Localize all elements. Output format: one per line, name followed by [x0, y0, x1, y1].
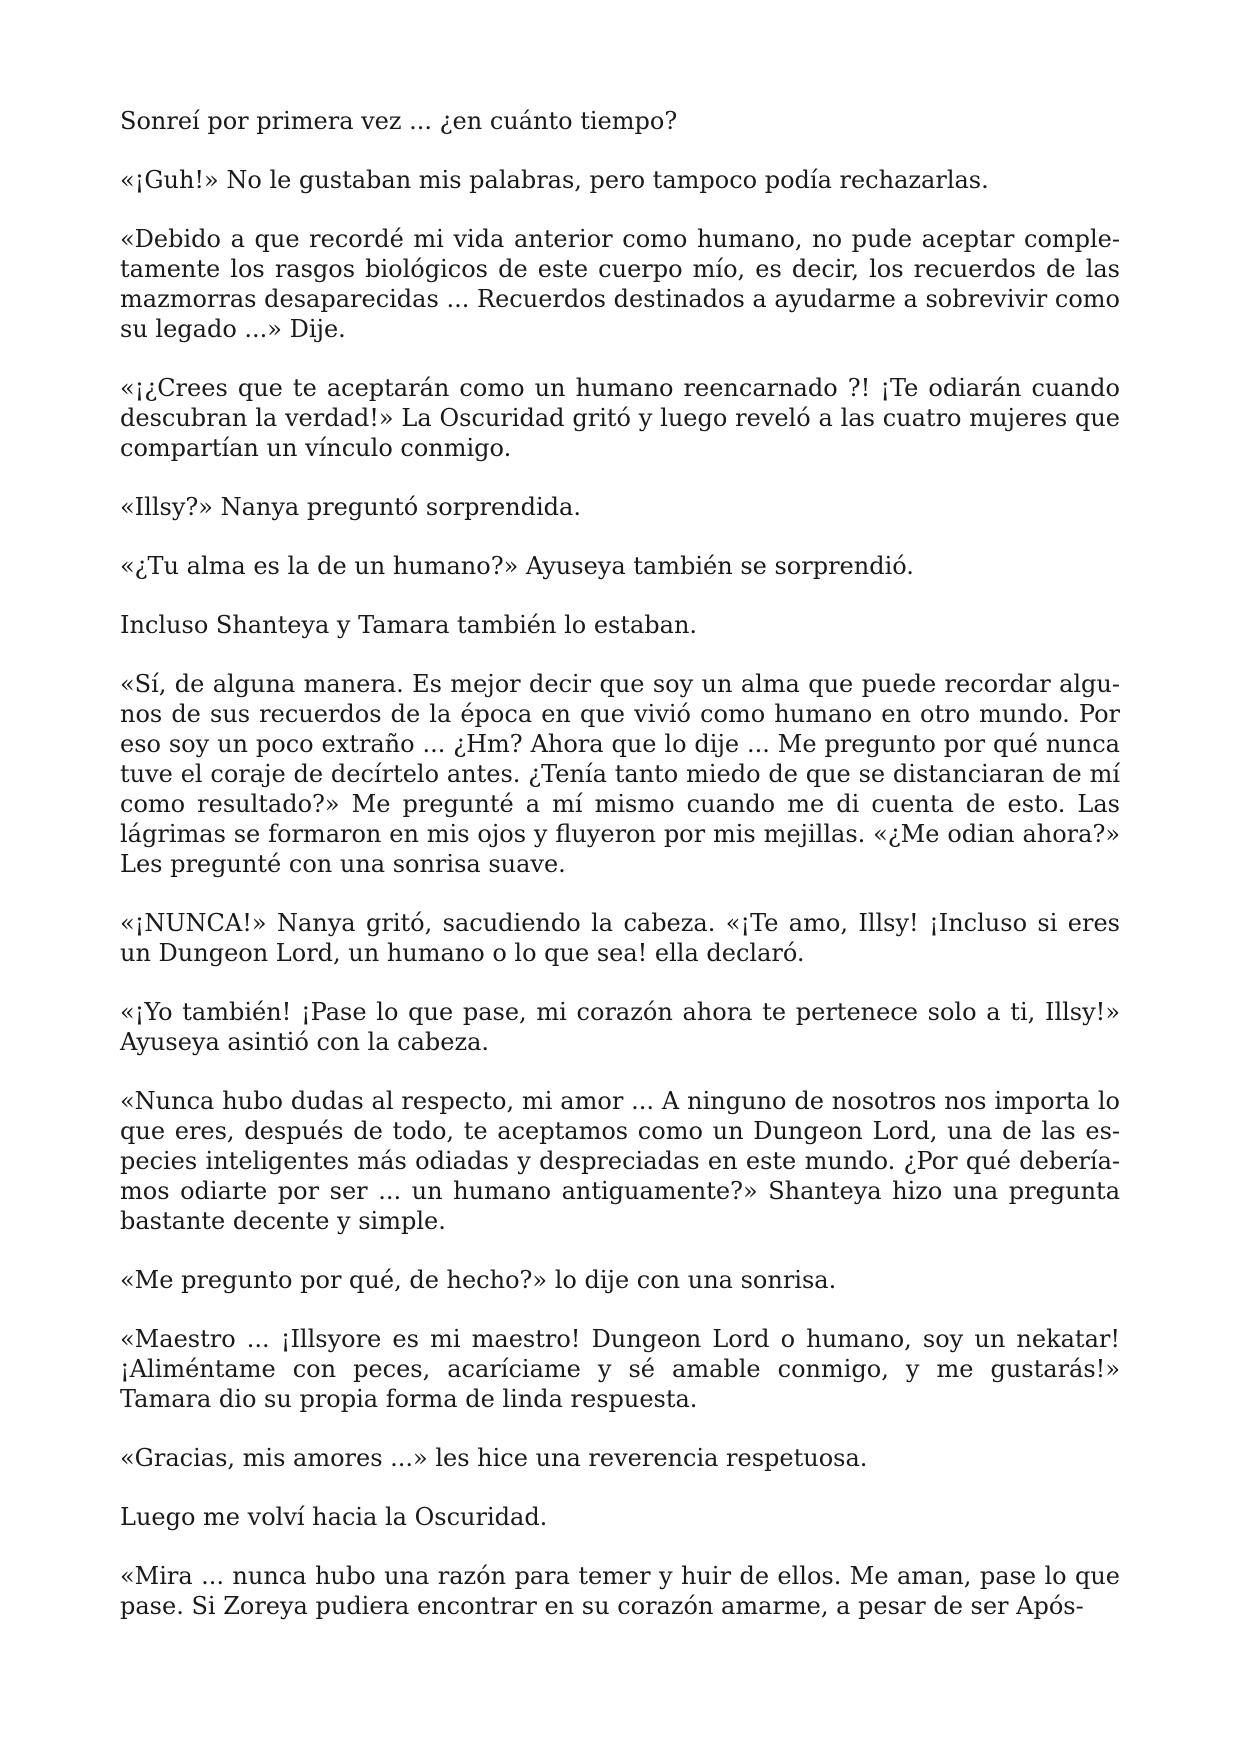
paragraph: «¡Yo también! ¡Pase lo que pase, mi corazón ahora te pertenece solo a ti, Illsy!» Ayuseya asintió con la cabeza.	[120, 998, 1120, 1056]
paragraph: «¿Tu alma es la de un humano?» Ayuseya también se sorprendió.	[120, 552, 914, 580]
paragraph: «Illsy?» Nanya preguntó sorprendida.	[120, 493, 581, 521]
paragraph: «Nunca hubo dudas al respecto, mi amor ... A ninguno de nosotros nos importa lo que eres, después de todo, te aceptamos como un Dungeon Lord, una de las especies inteligentes más odiadas y despreciadas en este mundo. ¿Por qué deberíamos odiarte por ser ... un humano antiguamente?» Shanteya hizo una pregunta bastante decente y simple.	[120, 1087, 1120, 1235]
paragraph: Incluso Shanteya y Tamara también lo estaban.	[120, 611, 698, 639]
paragraph: «Sí, de alguna manera. Es mejor decir que soy un alma que puede recordar algunos de sus recuerdos de la época en que vivió como humano en otro mundo. Por eso soy un poco extraño ... ¿Hm? Ahora que lo dije ... Me pregunto por qué nunca tuve el coraje de decírtelo antes. ¿Tenía tanto miedo de que se distanciaran de mí como resultado?» Me pregunté a mí mismo cuando me di cuenta de esto. Las lágrimas se formaron en mis ojos y fluyeron por mis mejillas. «¿Me odian ahora?» Les pregunté con una sonrisa suave.	[120, 670, 1120, 878]
paragraph: «¡¿Crees que te aceptarán como un humano reencarnado ?! ¡Te odiarán cuando descubran la verdad!» La Oscuridad gritó y luego reveló a las cuatro mujeres que compartían un vínculo conmigo.	[120, 374, 1120, 462]
paragraph: «Mira ... nunca hubo una razón para temer y huir de ellos. Me aman, pase lo que pase. Si Zoreya pudiera encontrar en su corazón amarme, a pesar de ser Após-	[120, 1562, 1120, 1620]
document-body	[120, 106, 1120, 1621]
paragraph: «¡Guh!» No le gustaban mis palabras, pero tampoco podía rechazarlas.	[120, 166, 989, 194]
paragraph: «Debido a que recordé mi vida anterior como humano, no pude aceptar completamente los rasgos biológicos de este cuerpo mío, es decir, los recuerdos de las mazmorras desaparecidas ... Recuerdos destinados a ayudarme a sobrevivir como su legado ...» Dije.	[120, 225, 1120, 343]
paragraph: Sonreí por primera vez ... ¿en cuánto tiempo?	[120, 107, 678, 135]
paragraph: «¡NUNCA!» Nanya gritó, sacudiendo la cabeza. «¡Te amo, Illsy! ¡Incluso si eres un Dungeon Lord, un humano o lo que sea! ella declaró.	[120, 909, 1120, 967]
paragraph: «Gracias, mis amores ...» les hice una reverencia respetuosa.	[120, 1444, 868, 1472]
paragraph: Luego me volví hacia la Oscuridad.	[120, 1503, 548, 1531]
paragraph: «Me pregunto por qué, de hecho?» lo dije con una sonrisa.	[120, 1266, 837, 1294]
paragraph: «Maestro ... ¡Illsyore es mi maestro! Dungeon Lord o humano, soy un nekatar! ¡Aliméntame con peces, acaríciame y sé amable conmigo, y me gustarás!» Tamara dio su propia forma de linda respuesta.	[120, 1325, 1120, 1413]
